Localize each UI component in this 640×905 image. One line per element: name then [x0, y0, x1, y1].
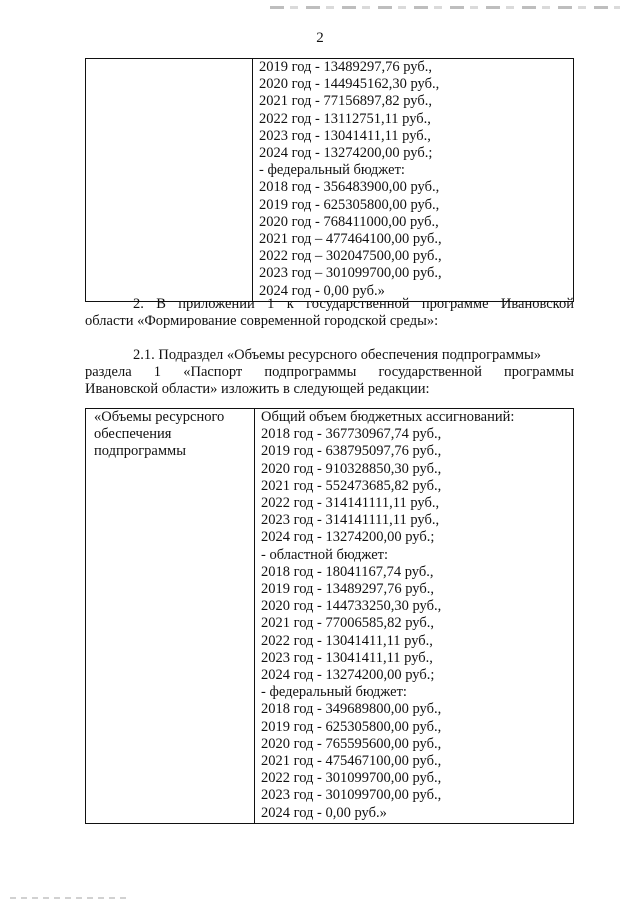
page-number: 2: [316, 30, 324, 46]
budget-line: 2018 год - 18041167,74 руб.,: [261, 563, 434, 580]
budget-line: 2021 год - 475467100,00 руб.,: [261, 753, 442, 770]
budget-line: 2022 год - 13112751,11 руб.,: [259, 110, 431, 127]
budget-line: 2024 год - 13274200,00 руб.;: [261, 529, 435, 546]
budget-line: 2023 год - 13041411,11 руб.,: [259, 127, 431, 144]
budget-line: 2020 год - 765595600,00 руб.,: [261, 735, 442, 752]
scan-artifact-top: [270, 6, 620, 9]
budget-line: - федеральный бюджет:: [259, 162, 405, 179]
budget-line: 2019 год - 13489297,76 руб.,: [259, 59, 432, 75]
budget-line: 2023 год – 301099700,00 руб.,: [259, 265, 442, 282]
paragraph-2-1: [85, 347, 574, 399]
paragraph-line: Ивановской области» изложить в следующей редакции:: [85, 381, 430, 398]
budget-line: 2024 год - 0,00 руб.»: [259, 282, 385, 299]
budget-line: 2021 год - 77156897,82 руб.,: [259, 93, 432, 110]
budget-table-new: [85, 408, 574, 824]
paragraph-2: [85, 296, 574, 330]
budget-line: 2018 год - 349689800,00 руб.,: [261, 701, 442, 718]
table-left-cell-empty: [86, 59, 253, 302]
budget-line: 2021 год – 477464100,00 руб.,: [259, 231, 442, 248]
table-right-cell: [255, 409, 574, 824]
budget-line: 2022 год - 301099700,00 руб.,: [261, 770, 442, 787]
paragraph-line: раздела 1 «Паспорт подпрограммы государственной программы: [85, 364, 574, 381]
budget-line: 2024 год - 0,00 руб.»: [261, 804, 387, 821]
paragraph-line: области «Формирование современной городской среды»:: [85, 313, 439, 330]
budget-line: 2020 год - 144945162,30 руб.,: [259, 76, 440, 93]
budget-line: 2023 год - 301099700,00 руб.,: [261, 787, 442, 804]
budget-line: 2024 год - 13274200,00 руб.;: [261, 667, 435, 684]
budget-line: 2022 год - 314141111,11 руб.,: [261, 495, 440, 512]
budget-line: 2023 год - 314141111,11 руб.,: [261, 512, 440, 529]
row-label-line: обеспечения: [94, 426, 172, 443]
table-left-cell: [86, 409, 255, 824]
budget-line: 2019 год - 625305800,00 руб.,: [259, 196, 440, 213]
budget-table-continuation: [85, 58, 574, 302]
budget-line: - федеральный бюджет:: [261, 684, 407, 701]
budget-line: 2020 год - 768411000,00 руб.,: [259, 213, 439, 230]
row-label-line: «Объемы ресурсного: [94, 409, 225, 425]
budget-line: 2018 год - 367730967,74 руб.,: [261, 426, 442, 443]
budget-line: 2022 год – 302047500,00 руб.,: [259, 248, 442, 265]
budget-line: - областной бюджет:: [261, 546, 389, 563]
row-label-line: подпрограммы: [94, 443, 186, 460]
budget-line: 2019 год - 625305800,00 руб.,: [261, 718, 442, 735]
budget-line: 2022 год - 13041411,11 руб.,: [261, 632, 433, 649]
table-right-cell: [253, 59, 574, 302]
budget-line: 2019 год - 638795097,76 руб.,: [261, 443, 442, 460]
budget-line: 2019 год - 13489297,76 руб.,: [261, 581, 434, 598]
budget-line: 2021 год - 77006585,82 руб.,: [261, 615, 434, 632]
budget-line: 2021 год - 552473685,82 руб.,: [261, 477, 442, 494]
budget-line: 2024 год - 13274200,00 руб.;: [259, 145, 433, 162]
budget-line: Общий объем бюджетных ассигнований:: [261, 409, 515, 425]
budget-line: 2020 год - 144733250,30 руб.,: [261, 598, 442, 615]
paragraph-line: 2. В приложении 1 к государственной программе Ивановской: [133, 296, 574, 312]
scan-artifact-bottom: [10, 897, 130, 899]
paragraph-line: 2.1. Подраздел «Объемы ресурсного обеспечения подпрограммы»: [133, 347, 542, 363]
budget-line: 2018 год - 356483900,00 руб.,: [259, 179, 440, 196]
budget-line: 2020 год - 910328850,30 руб.,: [261, 460, 442, 477]
budget-line: 2023 год - 13041411,11 руб.,: [261, 649, 433, 666]
